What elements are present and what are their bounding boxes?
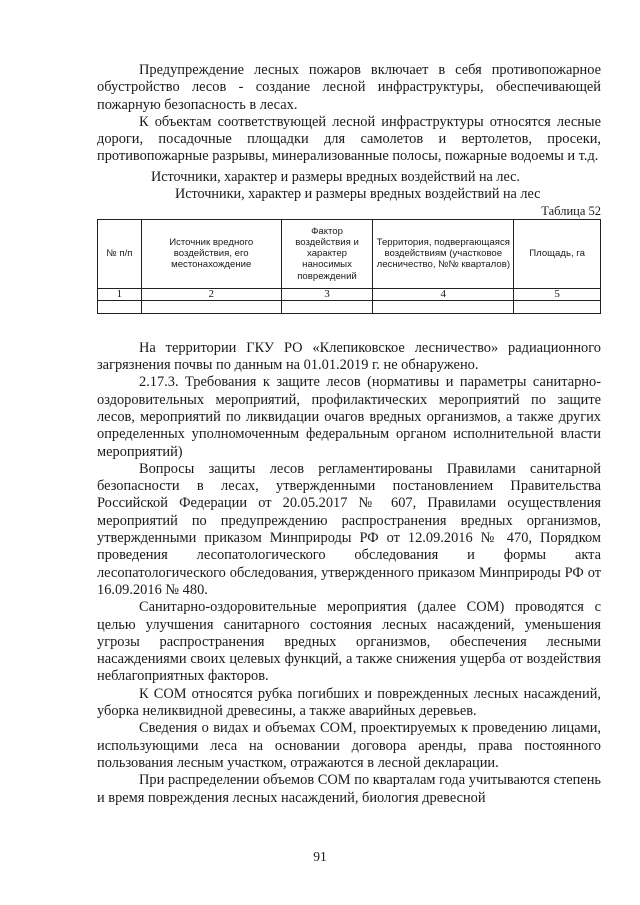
table-cell: [281, 300, 373, 313]
col-header-territory: Территория, подвергающаяся воздействиям (участковое лесничество, №№ кварталов): [373, 219, 514, 288]
section-heading-2-17-3: 2.17.3. Требования к защите лесов (нормативы и параметры санитарно-оздоровительных мероприятий, профилактических мероприятий по защите лесов, мероприятий по ликвидации очагов вредных организмов, а также других определенных уполномоченным федеральным органом исполнительной власти мероприятий): [97, 374, 601, 460]
col-number: 1: [98, 288, 142, 300]
paragraph-som-declaration: Сведения о видах и объемах СОМ, проектируемых к проведению лицами, использующими леса на основании договора аренды, права постоянного пользования лесным участком, отражаются в лесной декларации.: [97, 720, 601, 771]
col-header-area: Площадь, га: [514, 219, 601, 288]
col-number: 2: [141, 288, 281, 300]
col-number: 3: [281, 288, 373, 300]
table-column-numbers-row: [98, 288, 601, 300]
col-number: 4: [373, 288, 514, 300]
col-header-number: № п/п: [98, 219, 142, 288]
paragraph-som-types: К СОМ относятся рубка погибших и поврежденных лесных насаждений, уборка неликвидной древесины, а также аварийных деревьев.: [97, 685, 601, 720]
table-cell: [514, 300, 601, 313]
paragraph-som-distribution: При распределении объемов СОМ по кварталам года учитываются степень и время повреждения лесных насаждений, биология древесной: [97, 772, 601, 806]
section-title: Источники, характер и размеры вредных воздействий на лес.: [151, 168, 520, 185]
paragraph-som-purpose: Санитарно-оздоровительные мероприятия (далее СОМ) проводятся с целью улучшения санитарного состояния лесных насаждений, уменьшения угрозы распространения вредных организмов, обеспечения лесными насаждениями своих целевых функций, а также снижения ущерба от воздействия неблагоприятных факторов.: [97, 599, 601, 685]
table-header-row: [98, 219, 601, 288]
document-page: [97, 62, 601, 807]
paragraph-fire-prevention: Предупреждение лесных пожаров включает в себя противопожарное обустройство лесов - создание лесной инфраструктуры, обеспечивающей пожарную безопасность в лесах.: [97, 62, 601, 113]
col-header-source: Источник вредного воздействия, его местонахождение: [141, 219, 281, 288]
page-number: 91: [313, 849, 327, 864]
table-cell: [98, 300, 142, 313]
table-cell: [373, 300, 514, 313]
paragraph-regulations: Вопросы защиты лесов регламентированы Правилами санитарной безопасности в лесах, утвержденными постановлением Правительства Российской Федерации от 20.05.2017 № 607, Правилами осуществления мероприятий по предупреждению распространения вредных организмов, утвержденными приказом Минприроды РФ от 12.09.2016 № 470, Порядком проведения лесопатологического обследования и формы акта лесопатологического обследования, утвержденного приказом Минприроды РФ от 16.09.2016 № 480.: [97, 460, 601, 598]
col-number: 5: [514, 288, 601, 300]
col-header-factor: Фактор воздействия и характер наносимых повреждений: [281, 219, 373, 288]
paragraph-radiation: На территории ГКУ РО «Клепиковское лесничество» радиационного загрязнения почвы по данным на 01.01.2019 г. не обнаружено.: [97, 339, 601, 374]
table-row: [98, 300, 601, 313]
table-title: Источники, характер и размеры вредных воздействий на лес: [175, 185, 541, 202]
table-cell: [141, 300, 281, 313]
table-label: Таблица 52: [541, 203, 601, 218]
harmful-impacts-table: [97, 219, 601, 314]
paragraph-fire-infrastructure: К объектам соответствующей лесной инфраструктуры относятся лесные дороги, посадочные площадки для самолетов и вертолетов, просеки, противопожарные разрывы, минерализованные полосы, пожарные водоемы и т.д.: [97, 113, 601, 165]
